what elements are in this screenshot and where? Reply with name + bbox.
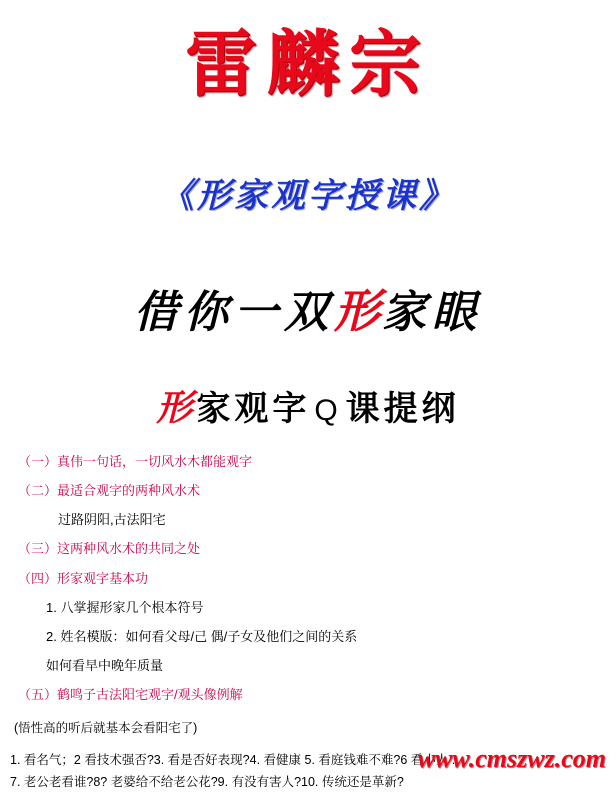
- outline-item: （五）鹤鸣子古法阳宅观字/观头像例解: [18, 687, 243, 703]
- page-title: 雷麟宗: [184, 21, 431, 106]
- outline-heading-rest: 家观字: [196, 389, 311, 429]
- outline-item: （二）最适合观字的两种风水术: [18, 483, 201, 499]
- page-subtitle: 《形家观字授课》: [160, 176, 456, 216]
- outline-item: 如何看早中晚年质量: [46, 657, 164, 673]
- outline-item: （四）形家观字基本功: [18, 570, 149, 586]
- outline-item: 过路阴阳,古法阳宅: [58, 512, 166, 528]
- outline-list: [18, 452, 602, 714]
- slogan-part-2: 家眼: [382, 287, 482, 338]
- outline-heading-q: Q: [314, 394, 342, 427]
- outline-heading-tail: 课提纲: [345, 389, 460, 429]
- outline-heading: [0, 380, 616, 431]
- outline-heading-highlight: 形: [156, 387, 197, 429]
- outline-note: (悟性高的听后就基本会看阳宅了): [14, 721, 198, 735]
- outline-item: 1. 八掌握形家几个根本符号: [46, 599, 204, 615]
- outline-item: （一）真伟一句话，一切风水木都能观字: [18, 454, 253, 469]
- watermark: www.cmszwz.com: [417, 744, 606, 773]
- slogan: [0, 275, 616, 341]
- bottom-line: 1. 看名气；2 看技术强否?3. 看是否好表现?4. 看健康 5. 看庭钱难不难?6 看小人 .: [10, 753, 456, 767]
- bottom-line: 7. 老公老看谁?8? 老婆给不给老公花?9. 有没有害人?10. 传统还是革新?: [10, 774, 404, 789]
- slogan-highlight: 形: [334, 284, 382, 338]
- slogan-part-1: 借你一双: [134, 287, 334, 338]
- outline-item: （三）这两种风水术的共同之处: [18, 541, 201, 557]
- outline-item: 2. 姓名模版：如何看父母/己 偶/子女及他们之间的关系: [46, 628, 358, 644]
